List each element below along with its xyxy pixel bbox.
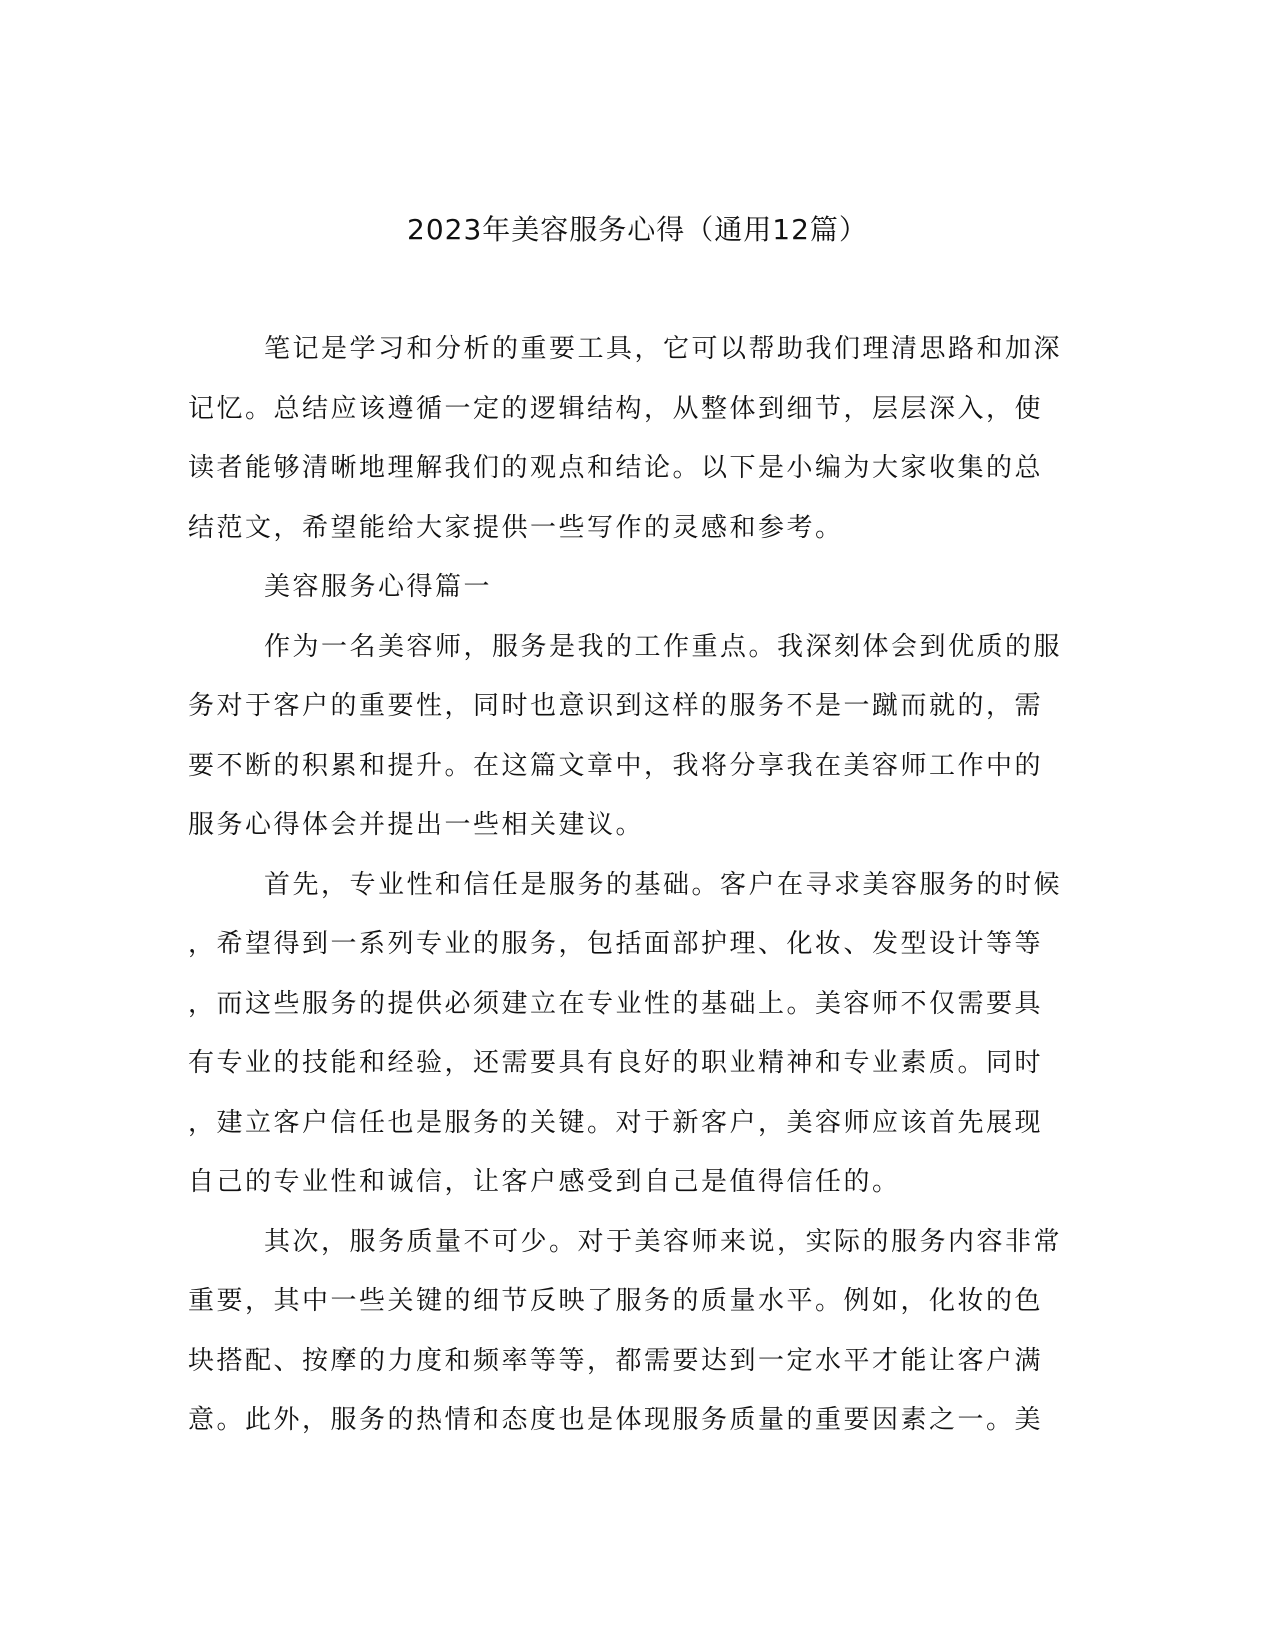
body-text-line: 结范文，希望能给大家提供一些写作的灵感和参考。 (188, 512, 844, 543)
body-text-line: 笔记是学习和分析的重要工具，它可以帮助我们理清思路和加深 (264, 334, 1063, 364)
body-text-line: 块搭配、按摩的力度和频率等等，都需要达到一定水平才能让客户满 (188, 1345, 1044, 1376)
body-text-line: ，建立客户信任也是服务的关键。对于新客户，美容师应该首先展现 (188, 1107, 1044, 1138)
body-text-line: ，希望得到一系列专业的服务，包括面部护理、化妆、发型设计等等 (188, 929, 1044, 959)
body-text-line: 有专业的技能和经验，还需要具有良好的职业精神和专业素质。同时 (188, 1048, 1044, 1078)
body-text-line: 意。此外，服务的热情和态度也是体现服务质量的重要因素之一。美 (188, 1405, 1044, 1435)
body-text-line: 要不断的积累和提升。在这篇文章中，我将分享我在美容师工作中的 (188, 750, 1044, 781)
body-text-line: ，而这些服务的提供必须建立在专业性的基础上。美容师不仅需要具 (188, 988, 1044, 1019)
body-text-line: 重要，其中一些关键的细节反映了服务的质量水平。例如，化妆的色 (188, 1286, 1044, 1316)
body-text-line: 首先，专业性和信任是服务的基础。客户在寻求美容服务的时候 (264, 869, 1063, 900)
body-text-line: 服务心得体会并提出一些相关建议。 (188, 810, 645, 840)
body-text-line: 作为一名美容师，服务是我的工作重点。我深刻体会到优质的服 (264, 631, 1063, 662)
document-body (188, 320, 1088, 1451)
document-title: 2023年美容服务心得（通用12篇） (407, 213, 868, 246)
body-text-line: 自己的专业性和诚信，让客户感受到自己是值得信任的。 (188, 1167, 901, 1197)
body-text-line: 其次，服务质量不可少。对于美容师来说，实际的服务内容非常 (264, 1226, 1063, 1257)
body-text-line: 美容服务心得篇一 (264, 572, 493, 602)
body-text-line: 记忆。总结应该遵循一定的逻辑结构，从整体到细节，层层深入，使 (188, 393, 1044, 424)
body-text-line: 务对于客户的重要性，同时也意识到这样的服务不是一蹴而就的，需 (188, 691, 1044, 721)
body-text-line: 读者能够清晰地理解我们的观点和结论。以下是小编为大家收集的总 (188, 453, 1044, 483)
